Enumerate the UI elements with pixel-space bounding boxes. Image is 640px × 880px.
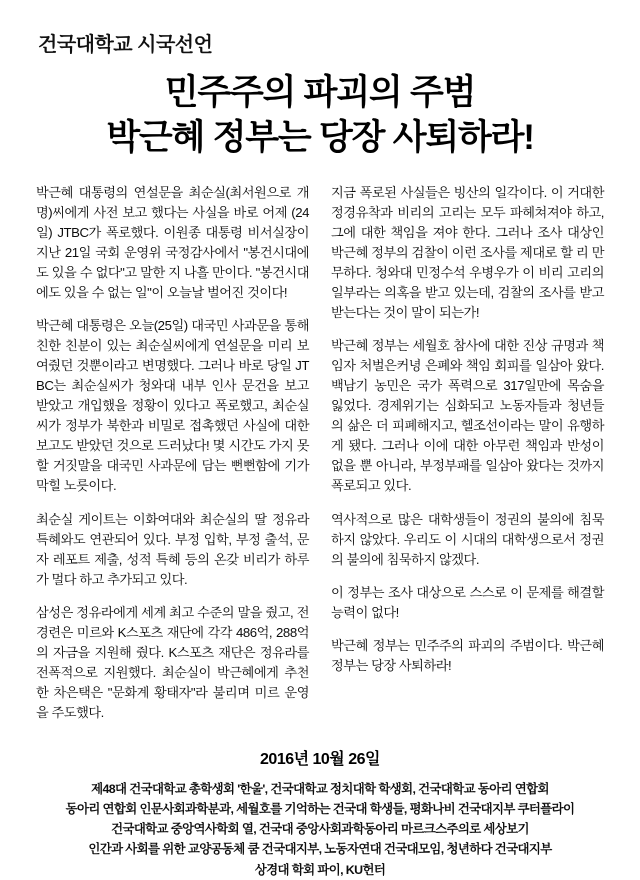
headline [36, 71, 604, 161]
paragraph: 최순실 게이트는 이화여대와 최순실의 딸 정유라 특혜와도 연관되어 있다. 부정 입학, 부정 출석, 문자 레포트 제출, 성적 특혜 등의 온갖 비리가 하루가 멀다 하고 추가되고 있다. [36, 511, 309, 587]
headline-line-1: 민주주의 파괴의 주범 [164, 73, 476, 112]
signatory-list [36, 779, 604, 879]
signatory-line: 동아리 연합회 인문사회과학분과, 세월호를 기억하는 건국대 학생들, 평화나비 건국대지부 쿠터플라이 [65, 802, 575, 817]
signatory-line: 건국대학교 중앙역사학회 열, 건국대 중앙사회과학동아리 마르크스주의로 세상보기 [111, 822, 529, 837]
paragraph: 박근혜 대통령은 오늘(25일) 대국민 사과문을 통해 친한 친분이 있는 최순실씨에게 연설문을 미리 보여줬던 것뿐이라고 변명했다. 그러나 바로 당일 JTBC는 최순실씨가 청와대 내부 인사 문건을 보고 받았고 개입했을 정황이 있다고 폭로했고, 최순실씨가 정부가 북한과 비밀로 접촉했던 사실에 대한 보고도 받았던 것으로 드러났다! 몇 시간도 가지 못할 거짓말을 대국민 사과문에 담는 뻔뻔함에 기가 막힐 노릇이다. [36, 317, 309, 494]
paragraph: 박근혜 정부는 세월호 참사에 대한 진상 규명과 책임자 처벌은커녕 은폐와 책임 회피를 일삼아 왔다. 백남기 농민은 국가 폭력으로 317일만에 목숨을 잃었다. 경제위기는 심화되고 노동자들과 청년들의 삶은 더 피폐해지고, 헬조선이라는 말이 유행하게 됐다. 그러나 이에 대한 아무런 책임과 반성이 없을 뿐 아니라, 부정부패를 일삼아 왔다는 것까지 폭로되고 있다. [331, 338, 604, 494]
body-columns [36, 183, 604, 737]
paragraph: 박근혜 대통령의 연설문을 최순실(최서원으로 개명)씨에게 사전 보고 했다는 사실을 바로 어제 (24일) JTBC가 폭로했다. 이원종 대통령 비서실장이 지난 21일 국회 운영위 국정감사에서 "봉건시대에도 있을 수 없다"고 말한 지 나흘 만이다. "봉건시대에도 있을 수 없는 일"이 오늘날 벌어진 것이다! [36, 184, 309, 300]
page-title: 건국대학교 시국선언 [38, 34, 213, 56]
left-column [36, 183, 309, 737]
signatory-line: 상경대 학회 파이, KU헌터 [254, 862, 386, 877]
paragraph: 이 정부는 조사 대상으로 스스로 이 문제를 해결할 능력이 없다! [331, 584, 604, 620]
headline-line-2: 박근혜 정부는 당장 사퇴하라! [106, 117, 534, 157]
right-column [331, 183, 604, 689]
signatory-line: 제48대 건국대학교 총학생회 '한울', 건국대학교 정치대학 학생회, 건국대학교 동아리 연합회 [91, 782, 549, 797]
signatory-line: 인간과 사회를 위한 교양공동체 쿰 건국대지부, 노동자연대 건국대모임, 청년하다 건국대지부 [88, 842, 552, 857]
declaration-date: 2016년 10월 26일 [260, 751, 380, 769]
paragraph: 지금 폭로된 사실들은 빙산의 일각이다. 이 거대한 정경유착과 비리의 고리는 모두 파헤쳐져야 하고, 그에 대한 책임을 져야 한다. 그러나 조사 대상인 박근혜 정부의 검찰이 이런 조사를 제대로 할 리 만무하다. 청와대 민정수석 우병우가 이 비리 고리의 일부라는 의혹을 받고 있는데, 검찰의 조사를 받고 받는다는 것이 말이 되는가! [331, 184, 604, 320]
paragraph: 삼성은 정유라에게 세계 최고 수준의 말을 줬고, 전경련은 미르와 K스포츠 재단에 각각 486억, 288억의 자금을 지원해 줬다. K스포츠 재단은 정유라를 전폭적으로 지원했다. 최순실이 박근혜에게 추천한 차은택은 "문화계 황태자"라 불리며 미르 운영을 주도했다. [36, 604, 309, 721]
paragraph: 박근혜 정부는 민주주의 파괴의 주범이다. 박근혜 정부는 당장 사퇴하라! [331, 637, 604, 673]
paragraph: 역사적으로 많은 대학생들이 정권의 불의에 침묵하지 않았다. 우리도 이 시대의 대학생으로서 정권의 불의에 침묵하지 않겠다. [331, 511, 604, 567]
